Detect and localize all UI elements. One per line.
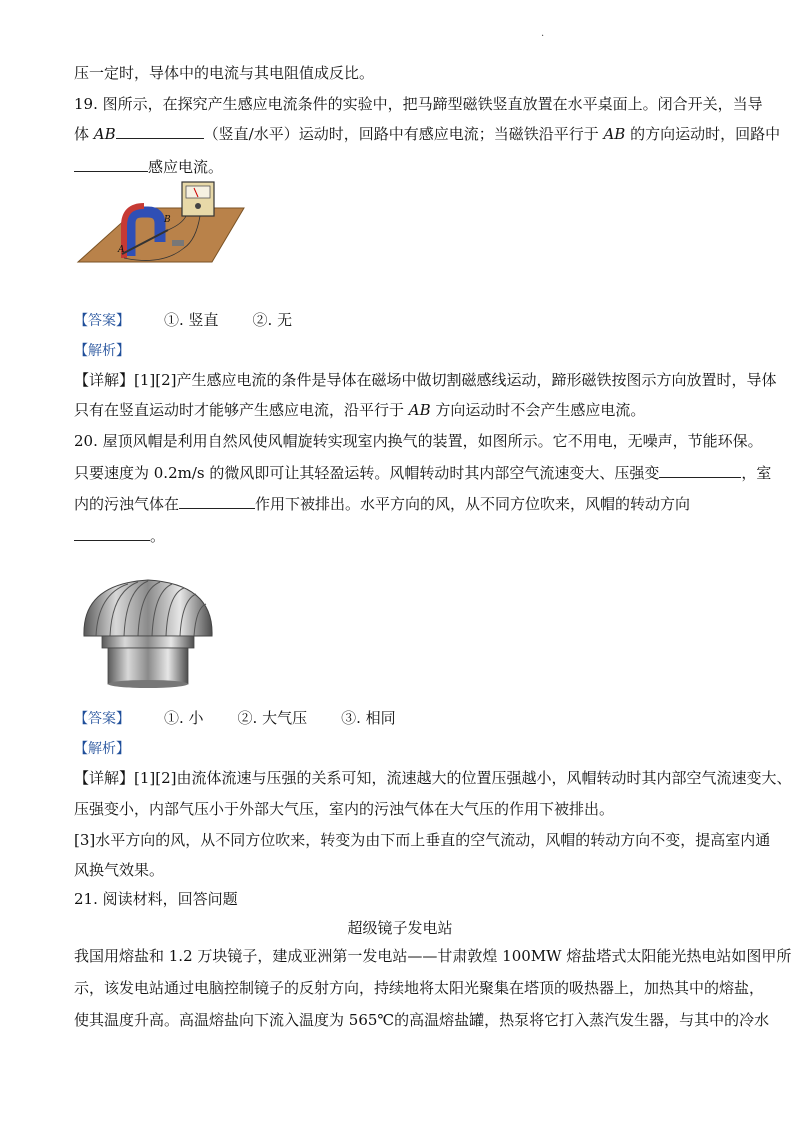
- q20-answer: [74, 708, 396, 729]
- answer-item: ①. 小: [164, 709, 204, 727]
- answer-item: ①. 竖直: [164, 311, 219, 329]
- q19-line-3: 感应电流。: [74, 157, 223, 177]
- q20-blank-1: [659, 463, 741, 478]
- answer-tag: 【答案】: [74, 313, 130, 329]
- q20-line-3: 内的污浊气体在 作用下被排出。水平方向的风，从不同方位吹来，风帽的转动方向: [74, 495, 691, 513]
- detail-tag: 【详解】: [74, 769, 135, 787]
- q19-line-2: 体 AB （竖直/水平）运动时，回路中有感应电流；当磁铁沿平行于 AB 的方向运动时，回路中: [74, 125, 781, 143]
- q20-analysis-tag: 【解析】: [74, 741, 130, 757]
- answer-item: ②. 大气压: [237, 709, 308, 727]
- q20-detail-line-3: [3]水平方向的风，从不同方位吹来，转变为由下而上垂直的空气流动，风帽的转动方向不变，提高室内通: [74, 831, 771, 849]
- q19-blank-1: [116, 124, 204, 139]
- q19-answer: [74, 310, 292, 331]
- q20-line-4: 。: [74, 526, 165, 546]
- q19-detail-line-1: 【详解】[1][2]产生感应电流的条件是导体在磁场中做切割磁感线运动，蹄形磁铁按图示方向放置时，导体: [74, 371, 777, 389]
- q19-line-1: 19. 图所示，在探究产生感应电流条件的实验中，把马蹄型磁铁竖直放置在水平桌面上。闭合开关，当导: [74, 95, 763, 113]
- q20-detail-line-2: 压强变小，内部气压小于外部大气压，室内的污浊气体在大气压的作用下被排出。: [74, 800, 615, 818]
- answer-item: ②. 无: [252, 311, 293, 329]
- q21-paragraph-line-2: 示，该发电站通过电脑控制镜子的反射方向，持续地将太阳光聚集在塔顶的吸热器上，加热其中的熔盐，: [74, 979, 765, 997]
- roof-ventilator-photo: [78, 574, 218, 690]
- q18-tail-text: 压一定时，导体中的电流与其电阻值成反比。: [74, 64, 375, 82]
- article-title: 超级镜子发电站: [347, 919, 453, 937]
- q19-blank-2: [74, 157, 148, 172]
- q19-analysis-tag: 【解析】: [74, 343, 130, 359]
- q21-paragraph-line-1: 我国用熔盐和 1.2 万块镜子，建成亚洲第一发电站——甘肃敦煌 100MW 熔盐塔式太阳能光热电站如图甲所: [74, 947, 792, 965]
- q19-detail-line-2: 只有在竖直运动时才能够产生感应电流，沿平行于 AB 方向运动时不会产生感应电流。: [74, 401, 646, 419]
- detail-tag: 【详解】: [74, 371, 135, 389]
- answer-tag: 【答案】: [74, 711, 130, 727]
- magnet-experiment-figure: [72, 180, 248, 264]
- q20-line-1: 20. 屋顶风帽是利用自然风使风帽旋转实现室内换气的装置，如图所示。它不用电，无噪声，节能环保。: [74, 432, 763, 450]
- q20-blank-3: [74, 526, 150, 541]
- q20-detail-line-1: 【详解】[1][2]由流体流速与压强的关系可知，流速越大的位置压强越小，风帽转动时其内部空气流速变大、: [74, 769, 792, 787]
- figure-label-a: A: [118, 245, 125, 255]
- header-mark: .: [541, 28, 545, 39]
- q21-line-1: 21. 阅读材料，回答问题: [74, 890, 238, 908]
- q21-paragraph-line-3: 使其温度升高。高温熔盐向下流入温度为 565℃的高温熔盐罐，热泵将它打入蒸汽发生器，与其中的冷水: [74, 1011, 770, 1029]
- q20-detail-line-4: 风换气效果。: [74, 861, 165, 879]
- q20-line-2: 只要速度为 0.2m/s 的微风即可让其轻盈运转。风帽转动时其内部空气流速变大、压强变 ，室: [74, 464, 772, 482]
- figure-label-b: B: [164, 215, 171, 225]
- q20-blank-2: [179, 494, 255, 509]
- answer-item: ③. 相同: [341, 709, 396, 727]
